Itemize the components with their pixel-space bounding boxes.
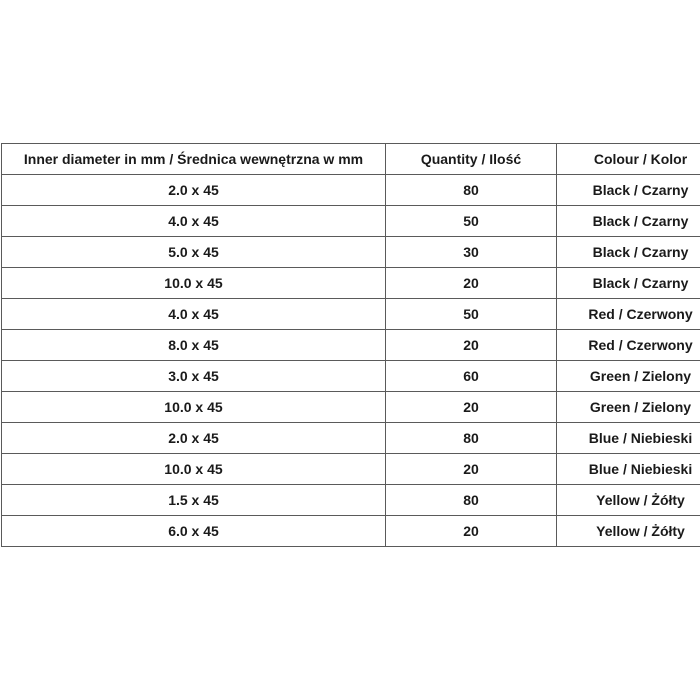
quantity-cell: 20 (386, 392, 557, 423)
diameter-cell: 3.0 x 45 (2, 361, 386, 392)
diameter-cell: 2.0 x 45 (2, 423, 386, 454)
quantity-cell: 20 (386, 454, 557, 485)
table-row (2, 206, 700, 237)
colour-cell: Blue / Niebieski (557, 423, 700, 454)
quantity-cell: 30 (386, 237, 557, 268)
table-row (2, 392, 700, 423)
colour-cell: Green / Zielony (557, 361, 700, 392)
table-row (2, 237, 700, 268)
diameter-cell: 5.0 x 45 (2, 237, 386, 268)
table-row (2, 516, 700, 547)
quantity-cell: 80 (386, 175, 557, 206)
header-inner-diameter: Inner diameter in mm / Średnica wewnętrzna w mm (2, 144, 386, 175)
diameter-cell: 4.0 x 45 (2, 206, 386, 237)
diameter-cell: 10.0 x 45 (2, 454, 386, 485)
table-body (2, 175, 700, 547)
table-row (2, 454, 700, 485)
quantity-cell: 80 (386, 423, 557, 454)
quantity-cell: 20 (386, 330, 557, 361)
table-row (2, 485, 700, 516)
table-row (2, 423, 700, 454)
colour-cell: Black / Czarny (557, 175, 700, 206)
quantity-cell: 80 (386, 485, 557, 516)
colour-cell: Yellow / Żółty (557, 485, 700, 516)
header-colour: Colour / Kolor (557, 144, 700, 175)
diameter-cell: 10.0 x 45 (2, 392, 386, 423)
table-row (2, 268, 700, 299)
diameter-cell: 4.0 x 45 (2, 299, 386, 330)
quantity-cell: 50 (386, 299, 557, 330)
header-row (2, 144, 700, 175)
quantity-cell: 50 (386, 206, 557, 237)
colour-cell: Black / Czarny (557, 206, 700, 237)
diameter-cell: 8.0 x 45 (2, 330, 386, 361)
colour-cell: Yellow / Żółty (557, 516, 700, 547)
colour-cell: Red / Czerwony (557, 299, 700, 330)
quantity-cell: 20 (386, 268, 557, 299)
colour-cell: Black / Czarny (557, 268, 700, 299)
quantity-cell: 20 (386, 516, 557, 547)
diameter-cell: 2.0 x 45 (2, 175, 386, 206)
colour-cell: Black / Czarny (557, 237, 700, 268)
diameter-cell: 10.0 x 45 (2, 268, 386, 299)
quantity-cell: 60 (386, 361, 557, 392)
colour-cell: Green / Zielony (557, 392, 700, 423)
table-row (2, 361, 700, 392)
header-quantity: Quantity / Ilość (386, 144, 557, 175)
colour-cell: Blue / Niebieski (557, 454, 700, 485)
table-row (2, 175, 700, 206)
colour-cell: Red / Czerwony (557, 330, 700, 361)
product-spec-table (1, 143, 700, 547)
table-row (2, 330, 700, 361)
diameter-cell: 6.0 x 45 (2, 516, 386, 547)
table-header (2, 144, 700, 175)
table-row (2, 299, 700, 330)
diameter-cell: 1.5 x 45 (2, 485, 386, 516)
